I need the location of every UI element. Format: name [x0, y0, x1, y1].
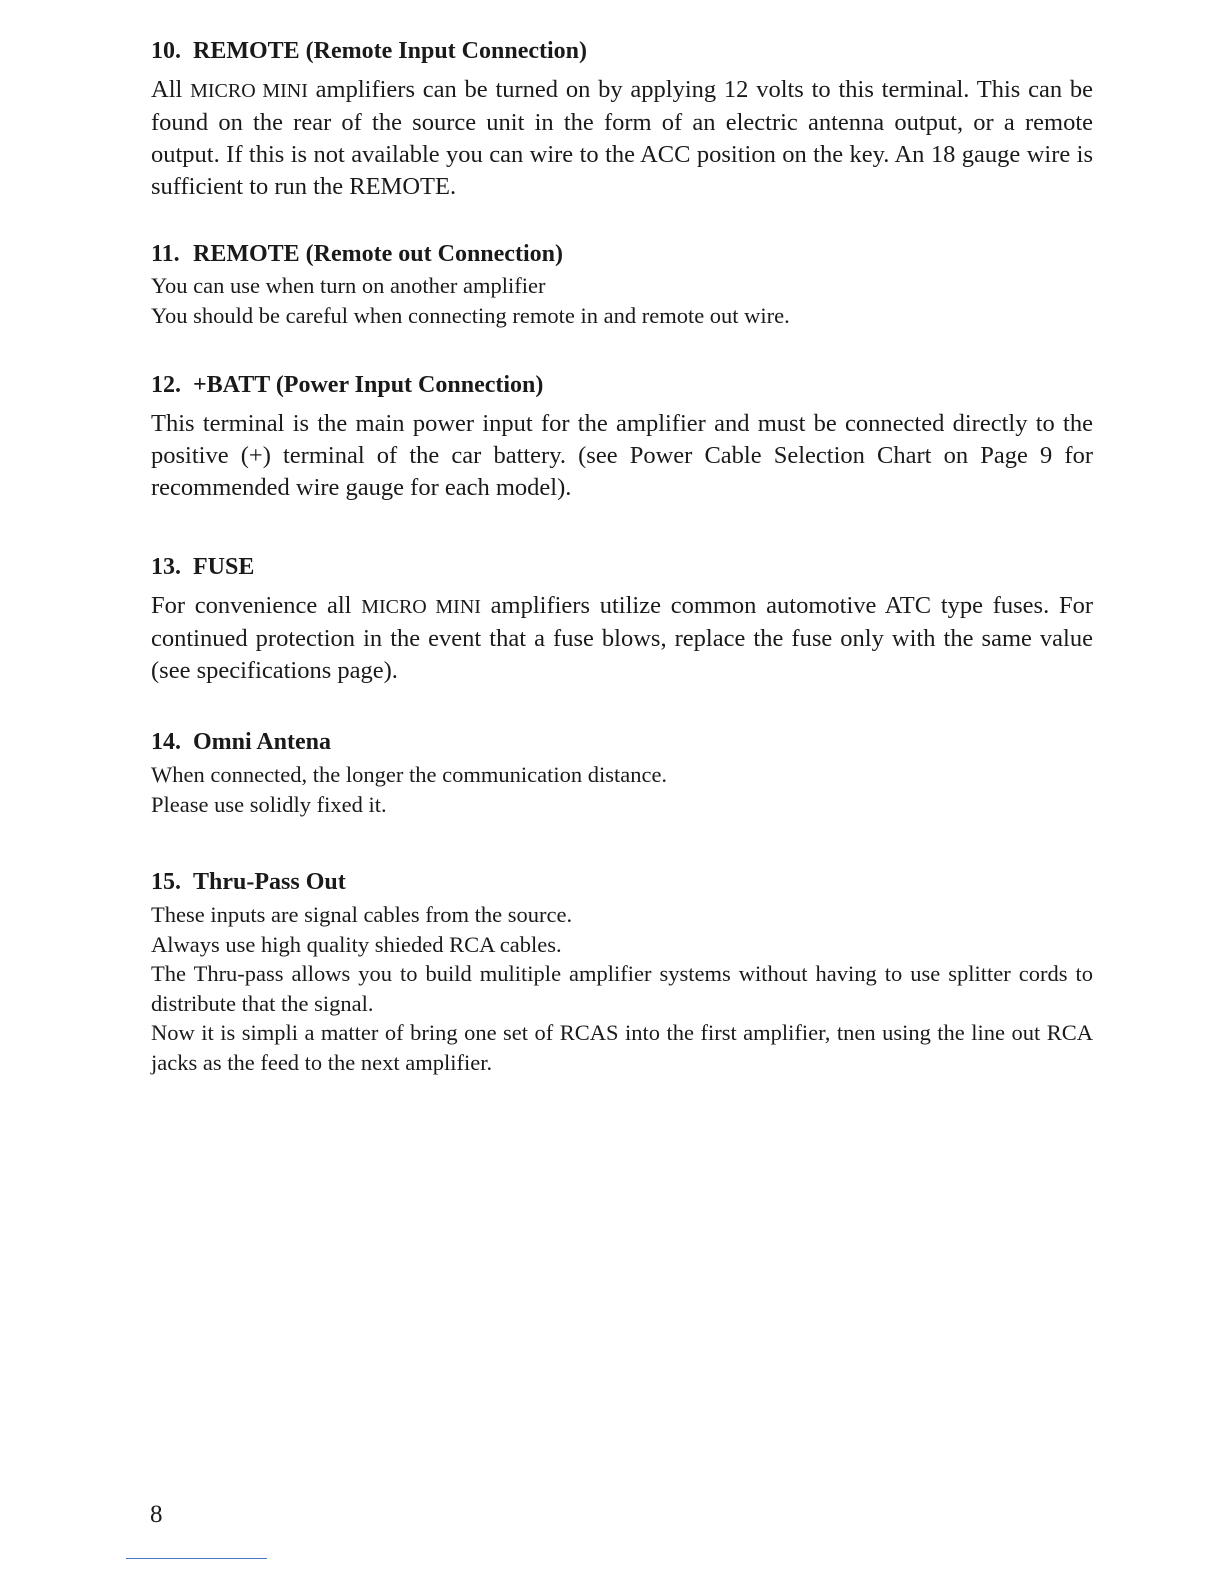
section-remote-input — [151, 36, 1093, 203]
text-line: You should be careful when connecting remote in and remote out wire. — [151, 302, 790, 328]
paragraph: This terminal is the main power input for the amplifier and must be connected directly to the positive (+) terminal of the car battery. (see Power Cable Selection Chart on Page 9 for recommended wire gauge for each model). — [151, 410, 1093, 501]
paragraph — [151, 74, 1093, 203]
text-run: All — [151, 76, 191, 103]
section-body — [151, 408, 1093, 504]
text-run: amplifiers can be turned on by applying 12 volts to this terminal. This can be found on the rear of the source unit in the form of an electric antenna output, or a remote output. If this is not available you can wire to the ACC position on the key. An 18 gauge wire is sufficient to run the REMOTE. — [151, 76, 1093, 200]
section-title: FUSE — [193, 554, 255, 580]
section-omni-antenna — [151, 727, 1093, 819]
page-number: 8 — [150, 1501, 163, 1528]
section-body — [151, 590, 1093, 687]
section-number: 12. — [151, 372, 181, 398]
section-number: 13. — [151, 554, 181, 580]
text-line: Please use solidly fixed it. — [151, 791, 387, 817]
section-title: +BATT (Power Input Connection) — [193, 372, 544, 398]
section-body — [151, 760, 1093, 819]
text-line: Always use high quality shieded RCA cables. — [151, 931, 562, 957]
section-fuse — [151, 552, 1093, 687]
section-heading — [151, 239, 1093, 269]
brand-name: MICRO MINI — [190, 80, 308, 102]
section-number: 14. — [151, 729, 181, 755]
text-run: amplifiers utilize common automotive ATC type fuses. For continued protection in the event that a fuse blows, replace the fuse only with the same value (see specifications page). — [151, 592, 1093, 684]
section-title: REMOTE (Remote out Connection) — [193, 241, 563, 267]
section-number: 10. — [151, 38, 181, 64]
section-thru-pass — [151, 867, 1093, 1077]
text-line: Now it is simpli a matter of bring one set of RCAS into the first amplifier, tnen using the line out RCA jacks as the feed to the next amplifier. — [151, 1020, 1093, 1075]
section-title: Omni Antena — [193, 729, 332, 755]
section-title: REMOTE (Remote Input Connection) — [193, 38, 587, 64]
section-body — [151, 900, 1093, 1077]
text-line: When connected, the longer the communication distance. — [151, 762, 668, 787]
section-heading — [151, 36, 1093, 66]
section-body — [151, 74, 1093, 203]
section-heading — [151, 727, 1093, 757]
paragraph — [151, 590, 1093, 687]
text-run: For convenience all — [151, 592, 362, 619]
section-heading — [151, 552, 1093, 582]
text-line: These inputs are signal cables from the source. — [151, 902, 573, 927]
section-number: 11. — [151, 241, 180, 267]
section-batt — [151, 370, 1093, 504]
section-remote-output — [151, 239, 1093, 330]
section-number: 15. — [151, 869, 181, 895]
text-line: You can use when turn on another amplifier — [151, 273, 546, 298]
brand-name: MICRO MINI — [361, 596, 481, 618]
text-line: The Thru-pass allows you to build mulitiple amplifier systems without having to use splitter cords to distribute that the signal. — [151, 961, 1093, 1016]
footer-rule — [126, 1558, 267, 1559]
section-heading — [151, 370, 1093, 400]
section-body — [151, 271, 1093, 330]
section-title: Thru-Pass Out — [193, 869, 346, 895]
section-heading — [151, 867, 1093, 897]
